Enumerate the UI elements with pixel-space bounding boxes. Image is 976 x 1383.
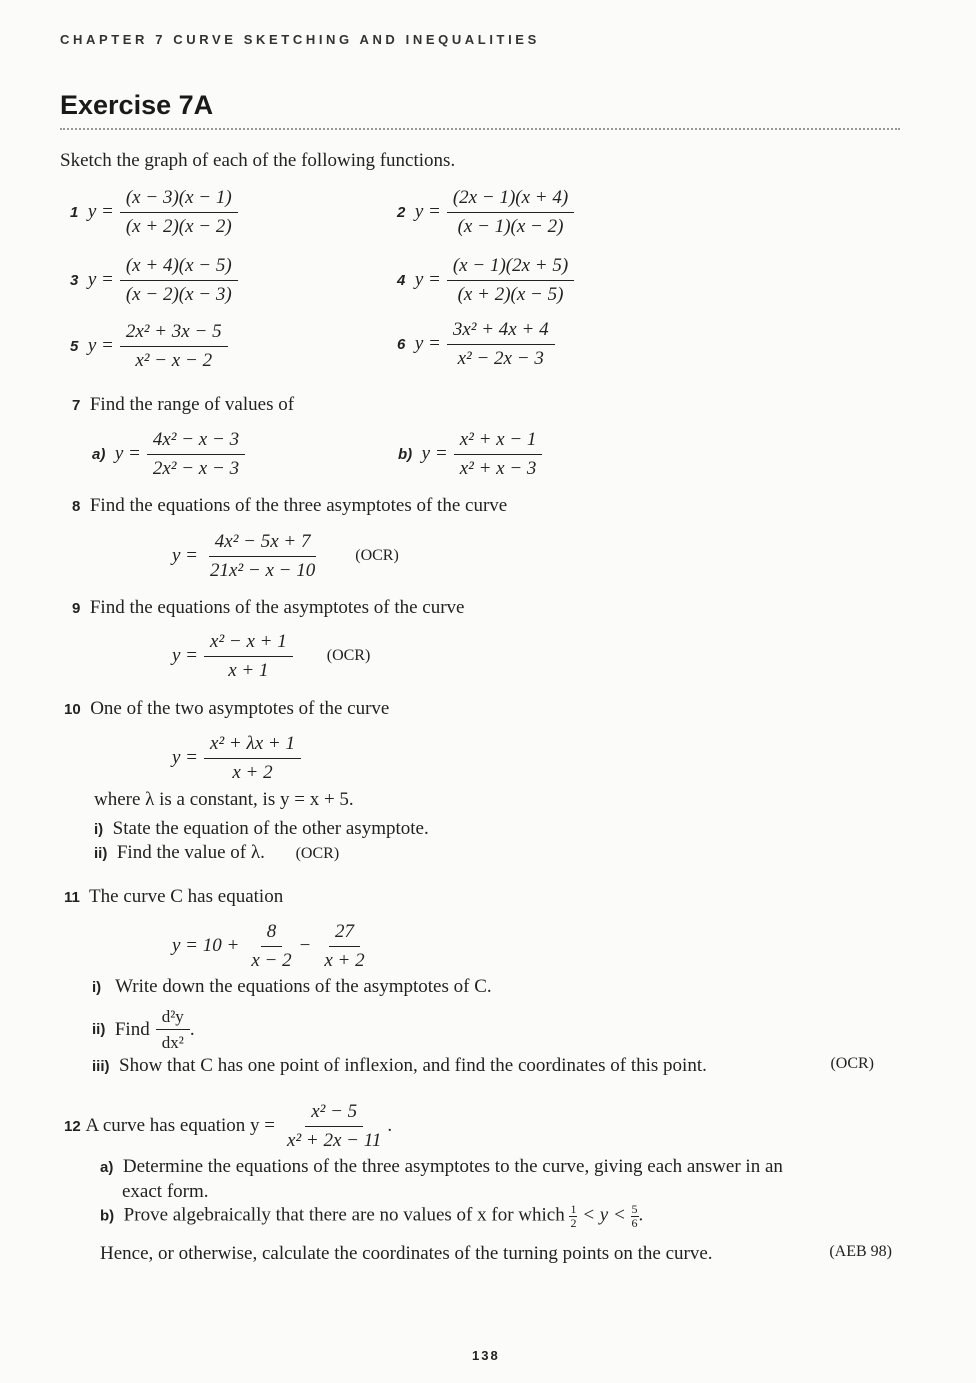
question-number: 11 <box>64 889 80 906</box>
denominator: x + 2 <box>232 761 273 783</box>
question-number: 5 <box>70 337 79 355</box>
part-label: a) <box>92 445 106 463</box>
part-label: b) <box>100 1207 115 1225</box>
question-11-part-iii <box>92 1055 874 1077</box>
numerator: 27 <box>329 920 360 947</box>
denominator: x² − x − 2 <box>135 349 213 371</box>
inline-fraction <box>631 1203 639 1229</box>
equation-lhs: y = <box>414 333 441 355</box>
part-label: ii) <box>94 845 108 862</box>
question-11-part-ii: ii) Find $\frac{\text{d²y}}{\text{dx²}}$ . <box>92 1007 195 1053</box>
fraction <box>204 630 293 683</box>
numerator: x² + x − 1 <box>454 428 543 455</box>
equation-lhs: y = <box>172 545 199 567</box>
question-number: 1 <box>70 203 79 221</box>
numerator: 2x² + 3x − 5 <box>120 320 228 347</box>
question-text: One of the two asymptotes of the curve <box>90 698 390 719</box>
denominator: (x + 2)(x − 5) <box>457 283 564 305</box>
denominator: x − 2 <box>251 949 292 971</box>
question-12-part-a-continued: exact form. <box>122 1181 209 1202</box>
question-number: 3 <box>70 271 79 289</box>
denominator: x + 2 <box>324 949 365 971</box>
question-number: 10 <box>64 701 81 718</box>
denominator: (x + 2)(x − 2) <box>125 215 232 237</box>
question-2 <box>397 186 574 239</box>
question-9-equation <box>172 630 370 683</box>
question-10-part-ii <box>94 842 339 864</box>
question-7 <box>72 394 294 416</box>
question-3 <box>70 254 238 307</box>
question-number: 7 <box>72 397 81 414</box>
fraction <box>447 186 574 239</box>
numerator: 5 <box>631 1202 638 1216</box>
equation-lhs: y = <box>114 443 141 465</box>
equation-lhs: y = <box>414 201 441 223</box>
question-12-hence <box>100 1243 892 1265</box>
part-text: Write down the equations of the asymptotes of C. <box>115 976 492 997</box>
source-citation: (OCR) <box>355 547 399 565</box>
question-4 <box>397 254 574 307</box>
part-text: Find <box>114 1018 150 1040</box>
question-6 <box>397 318 555 371</box>
chapter-heading: CHAPTER 7 CURVE SKETCHING AND INEQUALITIES <box>60 32 540 47</box>
numerator: (2x − 1)(x + 4) <box>447 186 574 213</box>
question-7a <box>92 428 245 481</box>
denominator: dx² <box>161 1033 184 1053</box>
question-8 <box>72 495 507 517</box>
denominator: x + 1 <box>228 659 269 681</box>
question-number: 6 <box>397 335 406 353</box>
equation-lhs: y = <box>87 269 114 291</box>
exercise-title: Exercise 7A <box>60 90 214 120</box>
part-label: ii) <box>92 1021 106 1039</box>
question-number: 4 <box>397 271 406 289</box>
numerator: x² + λx + 1 <box>204 732 301 759</box>
exercise-instructions: Sketch the graph of each of the following functions. <box>60 150 456 171</box>
question-text: The curve C has equation <box>89 886 284 907</box>
fraction <box>120 186 238 239</box>
question-text: Find the equations of the asymptotes of the curve <box>89 597 465 618</box>
numerator: x² − 5 <box>305 1100 363 1127</box>
fraction <box>204 732 301 785</box>
fraction <box>120 254 238 307</box>
question-11-part-i <box>92 976 492 998</box>
question-number: 8 <box>72 498 81 515</box>
question-1 <box>70 186 238 239</box>
part-label: a) <box>100 1159 114 1176</box>
question-11 <box>64 886 283 908</box>
numerator: x² − x + 1 <box>204 630 293 657</box>
fraction <box>454 428 543 481</box>
numerator: (x − 3)(x − 1) <box>120 186 238 213</box>
denominator: (x − 1)(x − 2) <box>457 215 564 237</box>
part-text: Determine the equations of the three asymptotes to the curve, giving each answer in an <box>122 1156 783 1177</box>
question-12-part-a <box>100 1156 783 1178</box>
source-citation: (OCR) <box>326 647 371 665</box>
question-text: Find the range of values of <box>89 394 295 415</box>
numerator: 4x² − x − 3 <box>147 428 245 455</box>
fraction <box>447 254 574 307</box>
fraction <box>318 920 370 973</box>
denominator: x² − 2x − 3 <box>457 347 544 369</box>
derivative-fraction <box>156 1006 190 1054</box>
question-12: 12 A curve has equation y = $\frac{\text{x² − 5}}{\text{x² + 2x − 11}}$ . <box>64 1101 393 1151</box>
title-divider <box>60 128 900 130</box>
fraction <box>120 320 228 373</box>
denominator: 21x² − x − 10 <box>210 559 316 581</box>
fraction <box>447 318 555 371</box>
question-text: Find the equations of the three asymptotes of the curve <box>89 495 508 516</box>
part-label: iii) <box>92 1058 110 1075</box>
inline-fraction <box>569 1203 577 1229</box>
equation-lhs: y = <box>172 645 199 667</box>
inequality: < y < <box>582 1204 626 1226</box>
numerator: 8 <box>261 920 283 947</box>
denominator: 2 <box>570 1215 577 1230</box>
page-number: 138 <box>472 1348 500 1363</box>
question-5 <box>70 320 228 373</box>
question-10-equation <box>172 732 301 785</box>
fraction <box>281 1100 387 1153</box>
question-8-equation <box>172 530 399 583</box>
part-text: Prove algebraically that there are no values of x for which <box>123 1204 565 1226</box>
fraction <box>147 428 245 481</box>
numerator: (x − 1)(2x + 5) <box>447 254 574 281</box>
equation-lhs: y = <box>414 269 441 291</box>
part-text: Find the value of λ. <box>116 842 265 863</box>
numerator: 4x² − 5x + 7 <box>209 530 317 557</box>
minus-sign: − <box>299 935 311 957</box>
question-number: 12 <box>64 1117 81 1135</box>
source-citation: (OCR) <box>830 1055 874 1072</box>
equation-lhs: y = <box>172 747 199 769</box>
part-label: i) <box>92 979 102 996</box>
denominator: x² + x − 3 <box>459 457 537 479</box>
question-9 <box>72 597 464 619</box>
fraction <box>245 920 297 973</box>
question-7b <box>398 428 542 481</box>
equation-lhs: y = <box>87 335 114 357</box>
part-text: Show that C has one point of inflexion, and find the coordinates of this point. <box>119 1055 707 1076</box>
numerator: d²y <box>156 1006 190 1030</box>
part-label: b) <box>398 445 413 463</box>
question-11-equation <box>172 920 371 973</box>
question-number: 9 <box>72 600 81 617</box>
denominator: (x − 2)(x − 3) <box>125 283 232 305</box>
source-citation: (OCR) <box>295 845 340 862</box>
denominator: 6 <box>631 1215 638 1230</box>
numerator: 1 <box>570 1202 577 1216</box>
question-number: 2 <box>397 203 406 221</box>
question-10-part-i <box>94 818 429 840</box>
part-text: State the equation of the other asymptote. <box>112 818 429 839</box>
numerator: 3x² + 4x + 4 <box>447 318 555 345</box>
equation-lhs: y = <box>421 443 448 465</box>
question-12-part-b: b) Prove algebraically that there are no values of x for which $\frac{1}{2}$ < y < $\frac{5}{6}$ . <box>100 1202 644 1230</box>
question-text: A curve has equation y = <box>85 1115 276 1137</box>
part-text: Hence, or otherwise, calculate the coordinates of the turning points on the curve. <box>100 1243 713 1264</box>
question-10 <box>64 698 389 720</box>
numerator: (x + 4)(x − 5) <box>120 254 238 281</box>
source-citation: (AEB 98) <box>829 1243 892 1260</box>
question-10-where: where λ is a constant, is y = x + 5. <box>94 789 354 810</box>
denominator: 2x² − x − 3 <box>152 457 240 479</box>
denominator: x² + 2x − 11 <box>287 1129 382 1151</box>
equation-lhs: y = <box>87 201 114 223</box>
fraction <box>204 530 321 583</box>
part-label: i) <box>94 821 104 838</box>
equation-lhs: y = 10 + <box>172 935 240 957</box>
